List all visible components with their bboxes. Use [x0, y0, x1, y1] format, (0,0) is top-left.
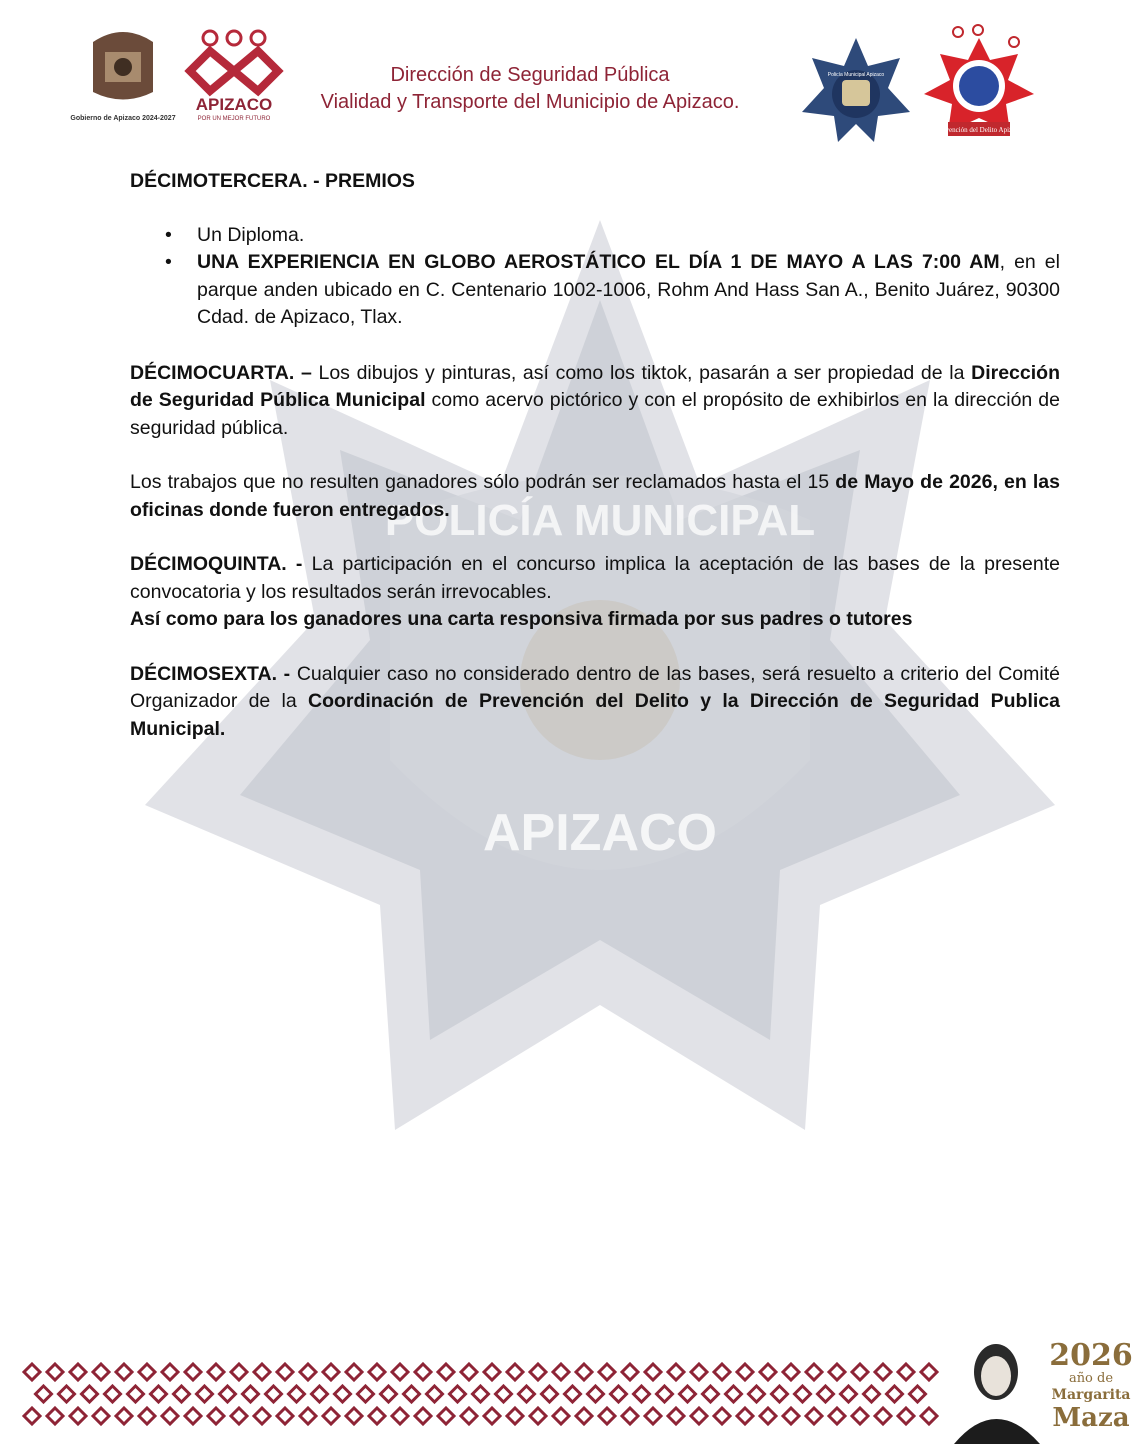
year-subtitle: año de: [1068, 1371, 1114, 1386]
list-item: [165, 222, 1060, 250]
section-quinta-bold-line: [130, 606, 1060, 634]
year-name-last: Maza: [1052, 1403, 1130, 1433]
section-bold-text: de Mayo de 2026, en las oficinas donde fueron entregados.: [130, 471, 1060, 521]
policia-municipal-badge-icon: [800, 36, 912, 144]
year-name-first: Margarita: [1051, 1387, 1131, 1403]
section-text: Los dibujos y pinturas, así como los tiktok, pasarán a ser propiedad de la: [311, 361, 972, 384]
header-title: [300, 62, 760, 116]
gobierno-logo-text: Gobierno de Apizaco 2024-2027: [70, 115, 176, 122]
apizaco-logo-subtext: POR UN MEJOR FUTURO: [197, 116, 271, 122]
watermark-arc-text: POLICÍA MUNICIPAL: [384, 496, 816, 545]
header-title-line2: Vialidad y Transporte del Municipio de Apizaco.: [320, 91, 740, 113]
margarita-maza-portrait-icon: [946, 1332, 1048, 1444]
gobierno-apizaco-logo: [70, 22, 176, 132]
section-text: Cualquier caso no considerado dentro de las bases, será resuelto a criterio del Comité Organizador de la: [130, 662, 1060, 712]
section-label-sexta: DÉCIMOSEXTA. -: [130, 662, 291, 685]
bullet-icon: •: [165, 223, 172, 246]
section-sexta: [130, 661, 1060, 744]
document-body: [130, 168, 1060, 743]
prevencion-delito-logo: [918, 24, 1040, 142]
section-text: Los trabajos que no resulten ganadores sólo podrán ser reclamados hasta el 15: [130, 471, 836, 493]
list-item: [165, 249, 1060, 332]
section-premios: [130, 168, 1060, 332]
section-bold-text: Así como para los ganadores una carta responsiva firmada por sus padres o tutores: [130, 608, 913, 630]
section-cuarta: [130, 360, 1060, 443]
page-header: [0, 0, 1134, 150]
page-footer: [0, 1330, 1134, 1447]
apizaco-logo: [180, 26, 288, 126]
prize-list: [130, 222, 1060, 332]
section-quinta: [130, 551, 1060, 606]
section-label-cuarta: DÉCIMOCUARTA. –: [130, 361, 312, 384]
section-bold-text: Coordinación de Prevención del Delito y la Dirección de Seguridad Publica Municipal.: [130, 690, 1060, 740]
prevencion-logo-text: Prevención del Delito Apizaco: [936, 126, 1022, 134]
prize-diploma: Un Diploma.: [197, 223, 305, 246]
bullet-icon: •: [165, 251, 172, 273]
prize-globo-details: , en el parque anden ubicado en C. Centenario 1002-1006, Rohm And Hass San A., Benito Juárez, 90300 Cdad. de Apizaco, Tlax.: [197, 251, 1060, 328]
year-badge: [1048, 1340, 1134, 1432]
watermark-text: APIZACO: [483, 804, 717, 862]
header-title-line1: Dirección de Seguridad Pública: [390, 64, 670, 86]
prize-globo-bold: UNA EXPERIENCIA EN GLOBO AEROSTÁTICO EL DÍA 1 DE MAYO A LAS 7:00 AM: [197, 251, 1000, 273]
decorative-pattern-border: [22, 1360, 942, 1430]
section-bold-text: Dirección de Seguridad Pública Municipal: [130, 361, 1060, 411]
apizaco-logo-text: APIZACO: [195, 95, 273, 114]
year-number: 2026: [1049, 1338, 1133, 1373]
section-label-quinta: DÉCIMOQUINTA. -: [130, 553, 303, 575]
section-text: La participación en el concurso implica la aceptación de las bases de la presente convocatoria y los resultados serán irrevocables.: [130, 553, 1060, 603]
section-trabajos: [130, 469, 1060, 524]
section-text: como acervo pictórico y con el propósito de exhibirlos en la dirección de seguridad pública.: [130, 389, 1060, 439]
section-heading-premios: DÉCIMOTERCERA. - PREMIOS: [130, 170, 415, 192]
policia-logo-text: Policía Municipal Apizaco: [827, 72, 885, 78]
